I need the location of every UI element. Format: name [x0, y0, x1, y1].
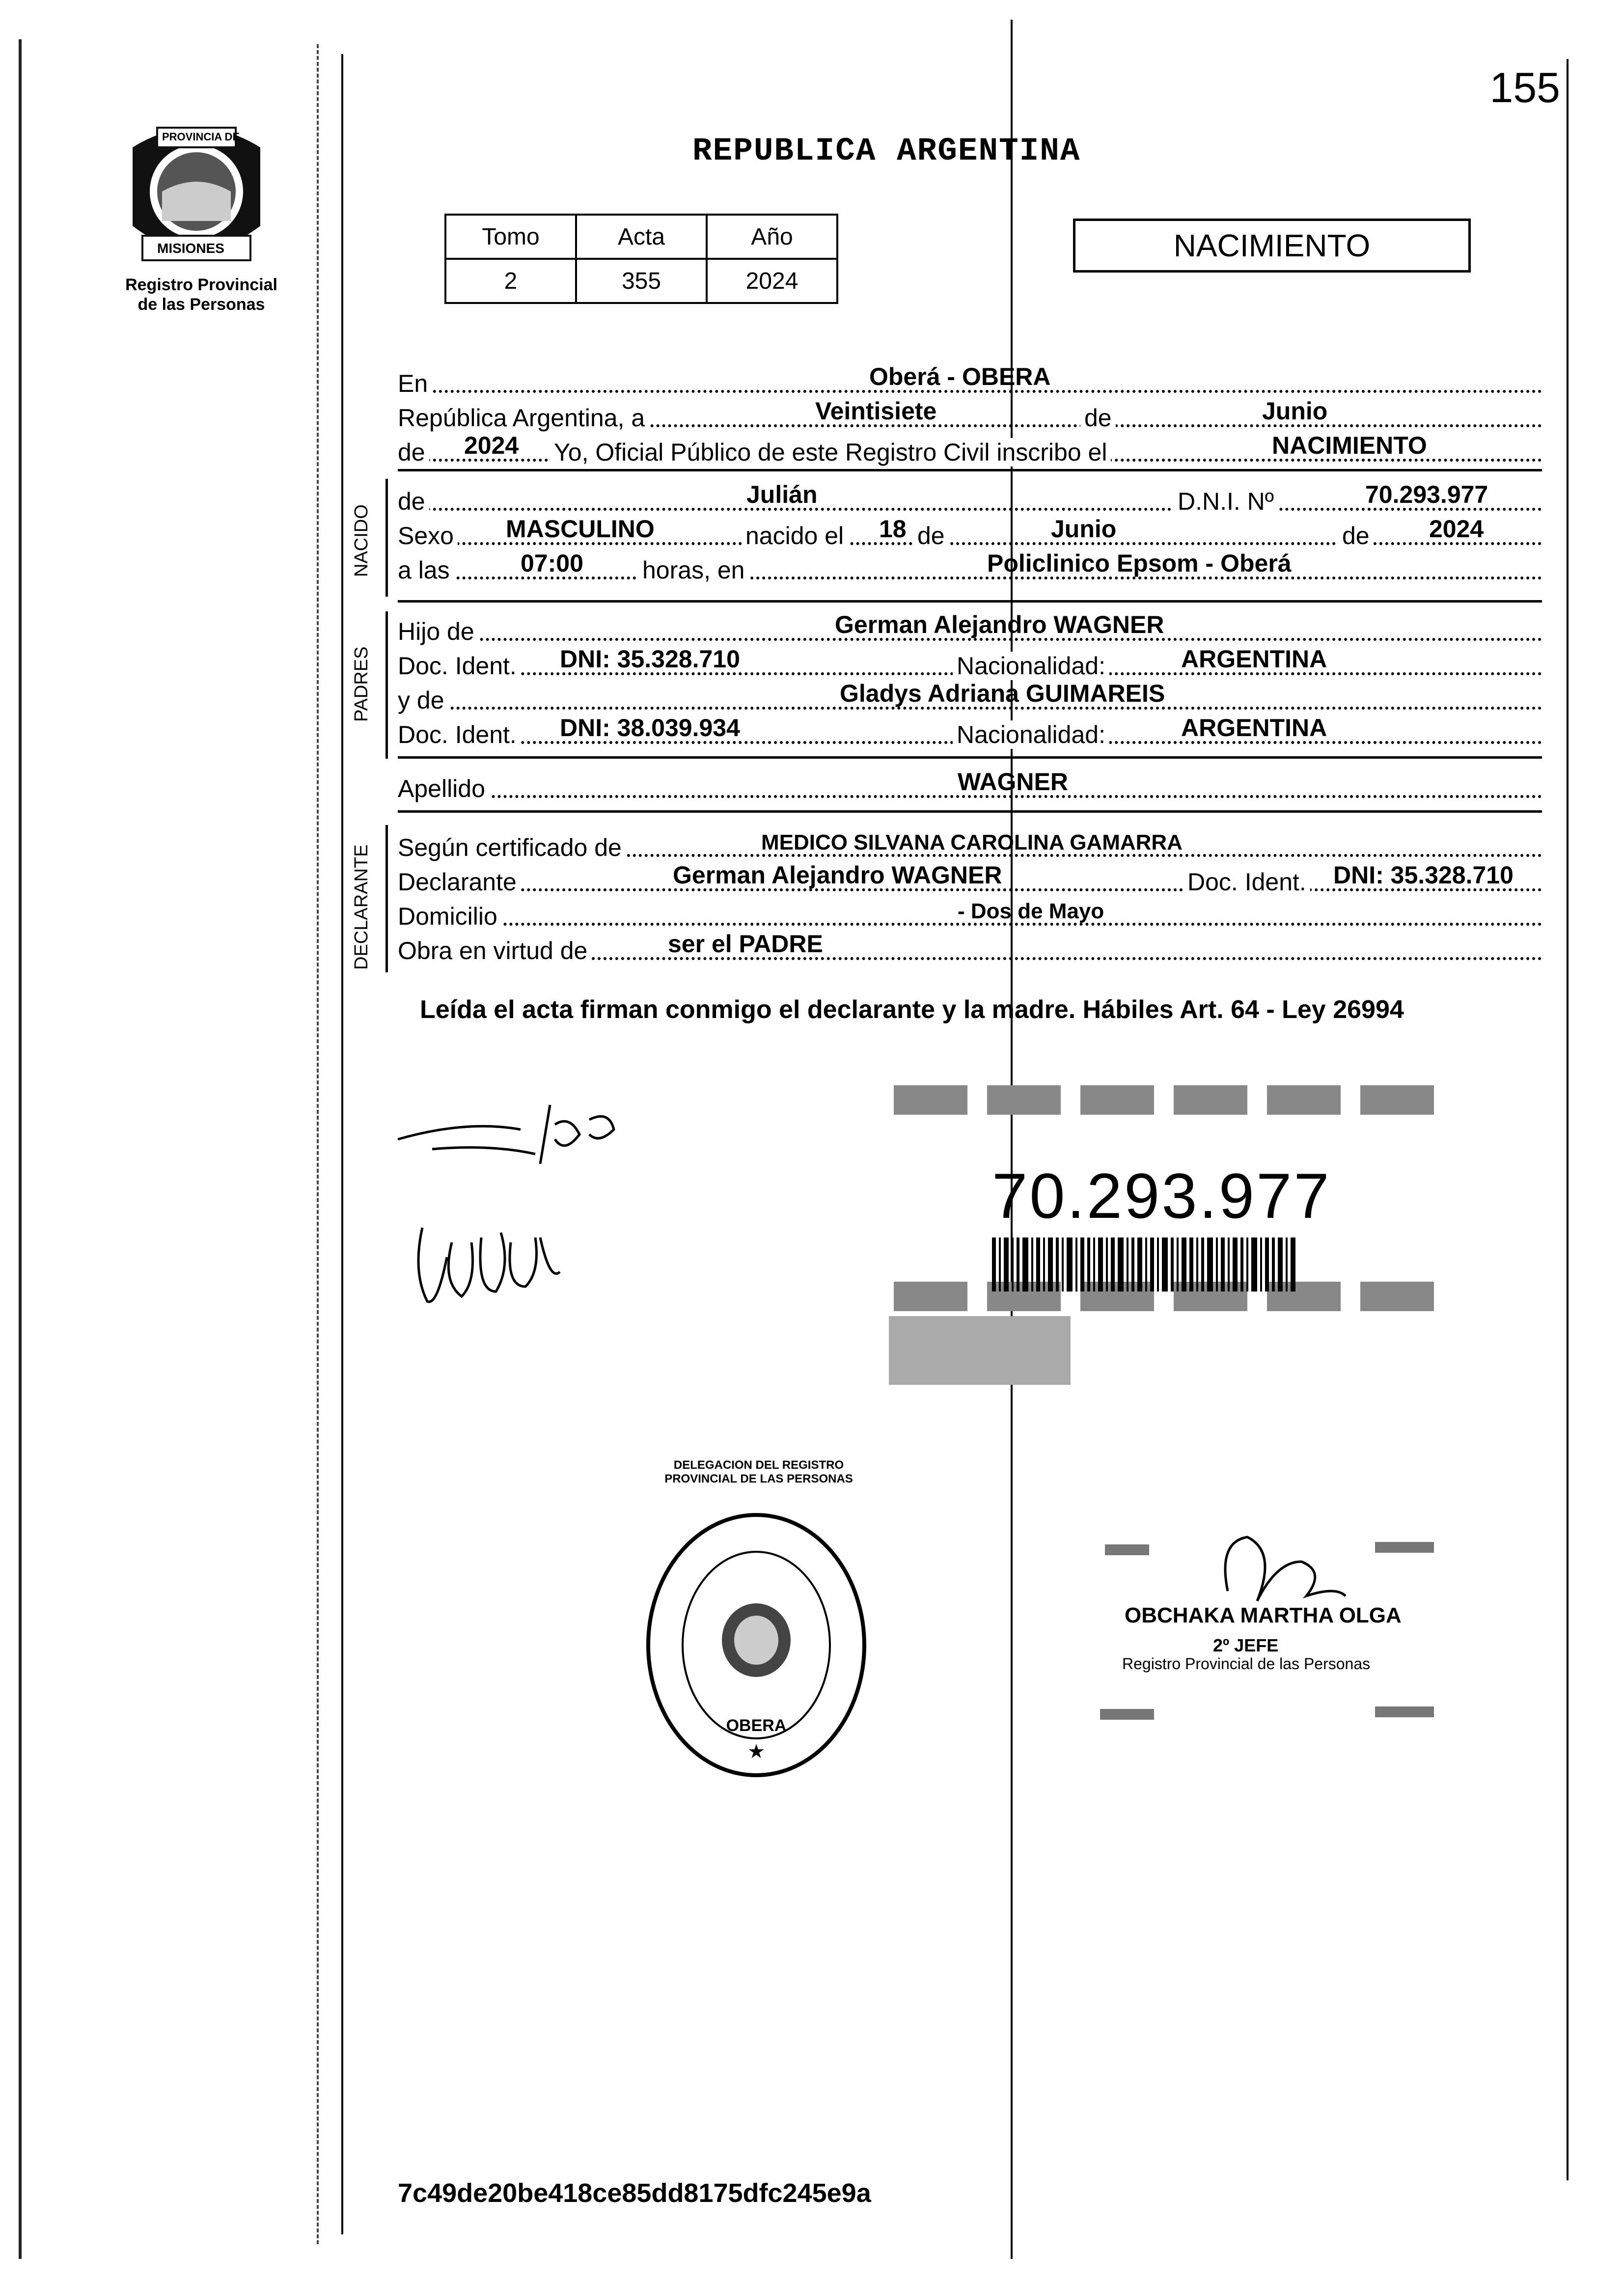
logo-caption-line2: de las Personas: [138, 295, 265, 314]
label-doc-ident-2: Doc. Ident.: [398, 720, 521, 749]
row-mother-doc: [398, 715, 1542, 749]
row-apellido: [398, 769, 1542, 803]
value-birth-place: Policlinico Epsom - Oberá: [987, 550, 1292, 577]
value-mother-doc: DNI: 38.039.934: [560, 714, 740, 742]
closing-statement: Leída el acta firman conmigo el declarante y la madre. Hábiles Art. 64 - Ley 26994: [420, 995, 1404, 1024]
label-decl-doc: Doc. Ident.: [1184, 868, 1310, 896]
barcode-bars: [992, 1237, 1296, 1292]
label-obra: Obra en virtud de: [398, 936, 591, 965]
logo-seal-bottom-text: MISIONES: [157, 241, 224, 256]
header-acta: Acta: [576, 215, 707, 259]
label-statement: Yo, Oficial Público de este Registro Civil inscribo el: [550, 438, 1111, 467]
section-label-nacido: NACIDO: [351, 504, 372, 577]
value-child-name: Julián: [746, 481, 818, 508]
record-type-box: NACIMIENTO: [1073, 219, 1471, 273]
row-domicilio: [398, 896, 1542, 931]
value-time: 07:00: [521, 550, 583, 577]
value-obra: ser el PADRE: [668, 930, 823, 958]
barcode-number: 70.293.977: [992, 1160, 1331, 1232]
value-declarante: German Alejandro WAGNER: [673, 861, 1002, 889]
section-label-padres: PADRES: [351, 646, 372, 722]
perforation-line: [317, 44, 320, 2244]
row-hora: [398, 550, 1542, 584]
row-mother: [398, 680, 1542, 715]
svg-text:★: ★: [747, 1741, 765, 1762]
header-tomo: Tomo: [445, 215, 576, 259]
label-apellido: Apellido: [398, 774, 489, 803]
row-certificado: [398, 827, 1542, 862]
label-nacionalidad: Nacionalidad:: [953, 652, 1109, 680]
label-dni: D.N.I. Nº: [1174, 487, 1278, 516]
value-month: Junio: [1262, 397, 1328, 425]
label-declarante: Declarante: [398, 868, 521, 896]
value-year: 2024: [464, 432, 519, 459]
value-anio: 2024: [707, 259, 837, 303]
left-border-line: [341, 54, 343, 2234]
document-title: REPUBLICA ARGENTINA: [692, 133, 1081, 169]
value-birth-month: Junio: [1051, 515, 1117, 543]
label-de: de: [1080, 404, 1116, 432]
value-birth-day: 18: [879, 515, 907, 543]
official-registry: Registro Provincial de las Personas: [1122, 1655, 1371, 1673]
section-label-declarante: DECLARANTE: [351, 844, 372, 970]
value-father: German Alejandro WAGNER: [835, 611, 1164, 638]
row-en: [398, 363, 1542, 398]
value-registered: NACIMIENTO: [1272, 432, 1427, 459]
value-decl-doc: DNI: 35.328.710: [1333, 861, 1514, 889]
right-border-line: [1567, 59, 1569, 2180]
value-sexo: MASCULINO: [506, 515, 655, 543]
stamp-ring-text: DELEGACION DEL REGISTRO PROVINCIAL DE LAS PERSONAS: [664, 1458, 853, 1485]
value-birth-year: 2024: [1429, 515, 1484, 543]
delegation-stamp: [638, 1508, 874, 1785]
header-anio: Año: [707, 215, 837, 259]
label-nacionalidad-2: Nacionalidad:: [953, 720, 1109, 749]
left-margin-edge: [19, 39, 22, 2259]
nacido-bracket: [385, 479, 388, 597]
official-role: 2º JEFE: [1213, 1635, 1279, 1655]
document-hash: 7c49de20be418ce85dd8175dfc245e9a: [398, 2178, 871, 2208]
stamp-city: OBERA: [726, 1716, 787, 1735]
label-year-de: de: [398, 438, 429, 467]
label-doc-ident: Doc. Ident.: [398, 652, 521, 680]
label-de-3: de: [1338, 522, 1374, 550]
official-name: OBCHAKA MARTHA OLGA: [1125, 1603, 1402, 1627]
label-a-las: a las: [398, 556, 454, 584]
value-tomo: 2: [445, 259, 576, 303]
value-place: Oberá - OBERA: [869, 363, 1051, 390]
page-number: 155: [1489, 64, 1560, 111]
logo-caption-line1: Registro Provincial: [125, 275, 277, 294]
label-hijo-de: Hijo de: [398, 617, 478, 646]
value-apellido: WAGNER: [958, 768, 1068, 796]
row-declarante: [398, 862, 1542, 896]
value-father-nationality: ARGENTINA: [1181, 645, 1327, 673]
declarante-bracket: [385, 825, 388, 972]
label-sexo: Sexo: [398, 522, 458, 550]
label-domicilio: Domicilio: [398, 902, 501, 931]
label-republica: República Argentina, a: [398, 404, 649, 432]
row-year: [398, 432, 1542, 467]
value-domicilio: - Dos de Mayo: [958, 899, 1104, 923]
logo-seal-top-text: PROVINCIA DE: [162, 131, 240, 143]
value-mother: Gladys Adriana GUIMAREIS: [840, 680, 1165, 707]
label-de-2: de: [913, 522, 949, 550]
value-father-doc: DNI: 35.328.710: [560, 645, 740, 673]
separator: [398, 469, 1542, 471]
value-mother-nationality: ARGENTINA: [1181, 714, 1327, 742]
declarant-signature: [393, 1095, 648, 1321]
label-y-de: y de: [398, 686, 448, 715]
logo-caption: [118, 275, 285, 314]
row-father-doc: [398, 646, 1542, 680]
official-signature-block: [1071, 1532, 1473, 1729]
value-child-dni: 70.293.977: [1365, 481, 1488, 508]
label-segun-certificado: Según certificado de: [398, 833, 626, 862]
label-horas: horas, en: [638, 556, 748, 584]
value-acta: 355: [576, 259, 707, 303]
row-father: [398, 611, 1542, 646]
barcode-sticker: [889, 1075, 1498, 1390]
record-table: [444, 214, 838, 304]
value-day-text: Veintisiete: [815, 397, 937, 425]
separator: [398, 756, 1542, 759]
row-nacido-name: [398, 481, 1542, 516]
label-nacido-el: nacido el: [742, 522, 848, 550]
separator: [398, 810, 1542, 813]
row-obra: [398, 931, 1542, 965]
padres-bracket: [385, 611, 388, 759]
row-sexo: [398, 516, 1542, 550]
label-en: En: [398, 369, 432, 398]
separator: [398, 600, 1542, 603]
label-de-nacido: de: [398, 487, 429, 516]
row-republica: [398, 398, 1542, 432]
value-certificado: MEDICO SILVANA CAROLINA GAMARRA: [761, 830, 1183, 854]
